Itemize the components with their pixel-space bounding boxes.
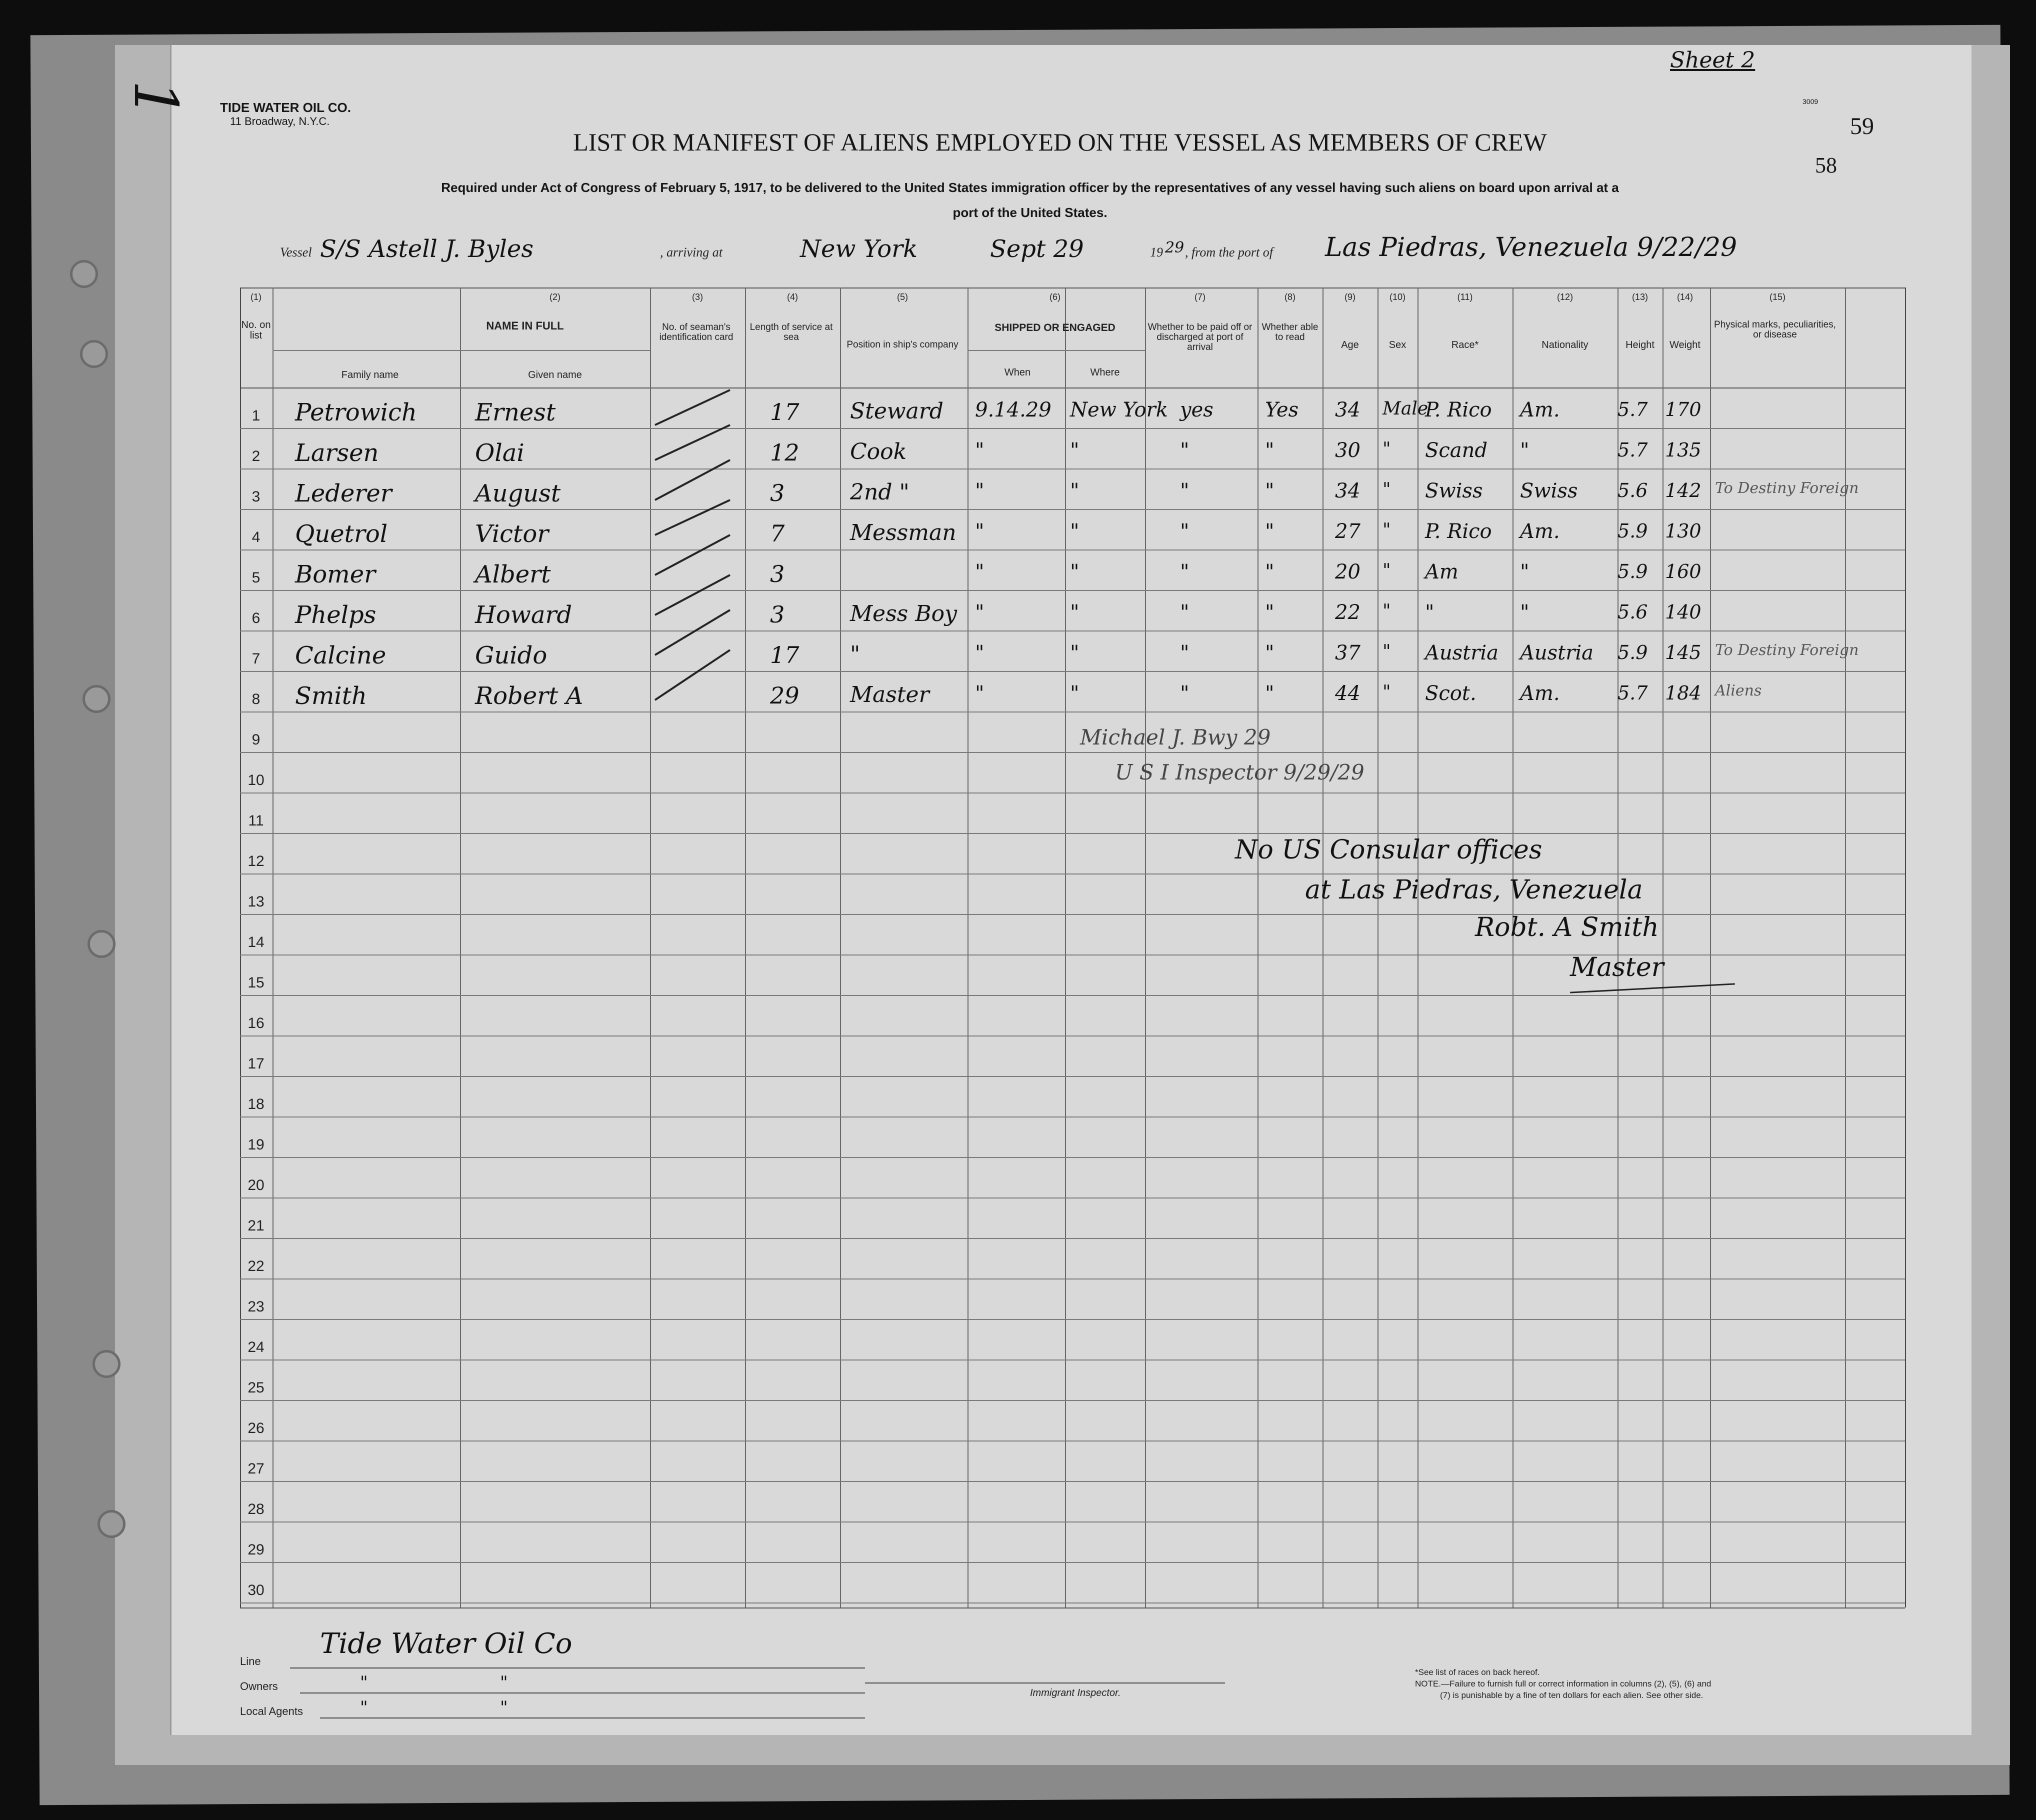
owners-value-2: " (500, 1672, 508, 1692)
column-number: (8) (1284, 292, 1296, 302)
master-signature: Robt. A Smith (1475, 912, 1659, 942)
cell-read: Yes (1265, 398, 1299, 422)
column-line (460, 288, 461, 1608)
cell-weight: 142 (1665, 480, 1702, 502)
line-value: Tide Water Oil Co (320, 1628, 572, 1660)
cell-nationality: " (1520, 560, 1530, 584)
cell-age: 44 (1335, 682, 1360, 705)
binder-hole (80, 340, 108, 368)
idcard-strokes (645, 385, 745, 715)
cell-where: " (1070, 642, 1080, 664)
row-number: 20 (248, 1177, 264, 1194)
footer-note-3: (7) is punishable by a fine of ten dollars for each alien. See other side. (1440, 1690, 1704, 1700)
column-number: (7) (1194, 292, 1206, 302)
cell-service: 3 (770, 601, 785, 628)
row-line (240, 630, 1905, 632)
col-race-header: Race* (1451, 340, 1479, 350)
row-line (240, 468, 1905, 470)
row-number: 8 (252, 691, 260, 708)
cell-family: Phelps (295, 601, 376, 629)
row-line (240, 1562, 1905, 1563)
cell-position: Mess Boy (850, 601, 957, 626)
row-number: 17 (248, 1056, 264, 1072)
row-line (240, 1440, 1905, 1442)
row-number: 27 (248, 1460, 264, 1477)
cell-height: 5.6 (1618, 601, 1648, 623)
cell-where: " (1070, 520, 1080, 543)
row-number: 12 (248, 853, 264, 870)
cell-when: " (975, 520, 984, 543)
inspector-title: U S I Inspector 9/29/29 (1115, 760, 1364, 784)
col-sex-header: Sex (1388, 340, 1406, 350)
agents-value: " (360, 1698, 368, 1718)
cell-read: " (1265, 480, 1274, 502)
column-number: (1) (250, 292, 262, 302)
cell-paid: " (1180, 439, 1190, 462)
cell-family: Lederer (295, 480, 392, 508)
row-line (240, 1157, 1905, 1158)
col-weight-header: Weight (1670, 340, 1700, 350)
cell-paid: " (1180, 682, 1190, 705)
cell-given: Victor (475, 520, 549, 548)
cell-given: August (475, 480, 561, 508)
binder-hole (70, 260, 98, 288)
cell-race: P. Rico (1425, 398, 1492, 422)
row-line (240, 1238, 1905, 1239)
cell-when: " (975, 560, 984, 584)
row-number: 7 (252, 650, 260, 667)
row-number: 2 (252, 448, 260, 464)
row-line (240, 671, 1905, 672)
cell-height: 5.7 (1618, 682, 1648, 704)
row-number: 4 (252, 529, 260, 546)
subtitle-line1: Required under Act of Congress of February 5, 1917, to be delivered to the United States immigration officer by the representatives of any vessel having such aliens on board upon arrival at a (441, 180, 1619, 195)
cell-given: Guido (475, 642, 548, 670)
cell-family: Calcine (295, 642, 386, 670)
subheader-line (968, 350, 1145, 351)
row-line (240, 509, 1905, 510)
column-number: (14) (1676, 292, 1693, 302)
row-line (240, 1076, 1905, 1077)
cell-position: " (850, 642, 860, 667)
row-number: 14 (248, 934, 264, 950)
cell-age: 34 (1335, 398, 1360, 422)
cell-age: 30 (1335, 439, 1360, 462)
page-title: LIST OR MANIFEST OF ALIENS EMPLOYED ON THE VESSEL AS MEMBERS OF CREW (573, 128, 1547, 156)
column-line (745, 288, 746, 1608)
row-line (240, 833, 1905, 834)
column-line (1065, 288, 1066, 1608)
row-line (240, 1278, 1905, 1280)
col-when-header: When (1004, 367, 1031, 378)
cell-when: 9.14.29 (975, 398, 1052, 422)
row-line (240, 590, 1905, 591)
cell-height: 5.6 (1618, 480, 1648, 502)
cell-sex: " (1382, 520, 1391, 540)
cell-where: " (1070, 560, 1080, 584)
cell-race: " (1425, 601, 1434, 624)
col-name-header: NAME IN FULL (486, 320, 564, 332)
consular-note-line1: No US Consular offices (1235, 835, 1542, 865)
arrival-year: 29 (1165, 239, 1184, 256)
col-where-header: Where (1090, 367, 1120, 378)
vessel-name: S/S Astell J. Byles (320, 235, 534, 263)
row-line (240, 995, 1905, 996)
cell-family: Larsen (295, 439, 379, 467)
cell-when: " (975, 480, 984, 502)
cell-race: Swiss (1425, 480, 1483, 502)
column-number: (2) (550, 292, 560, 302)
cell-service: 3 (770, 560, 785, 588)
cell-sex: Male (1382, 398, 1428, 419)
cell-read: " (1265, 642, 1274, 664)
column-line (1322, 288, 1324, 1608)
row-number: 28 (248, 1501, 264, 1518)
row-number: 9 (252, 732, 260, 748)
cell-position: Master (850, 682, 930, 708)
cell-family: Quetrol (295, 520, 388, 548)
cell-sex: " (1382, 642, 1391, 662)
column-line (1905, 288, 1906, 1608)
cell-service: 17 (770, 642, 800, 668)
row-line (240, 752, 1905, 753)
cell-service: 17 (770, 398, 800, 426)
cell-given: Olai (475, 439, 524, 467)
cell-read: " (1265, 601, 1274, 624)
cell-sex: " (1382, 439, 1391, 460)
agents-label: Local Agents (240, 1705, 303, 1718)
column-line (1662, 288, 1664, 1608)
cell-service: 7 (770, 520, 785, 547)
col-shipped-header: SHIPPED OR ENGAGED (994, 322, 1116, 334)
cell-age: 34 (1335, 480, 1360, 502)
cell-race: Scand (1425, 439, 1488, 462)
cell-nationality: " (1520, 439, 1530, 462)
cell-weight: 145 (1665, 642, 1702, 664)
cell-marks: To Destiny Foreign (1715, 642, 1859, 659)
col-given-header: Given name (528, 370, 582, 380)
cell-service: 12 (770, 439, 800, 466)
col-age-header: Age (1341, 340, 1359, 350)
arriving-port: New York (800, 235, 918, 263)
cell-sex: " (1382, 560, 1391, 581)
cell-race: P. Rico (1425, 520, 1492, 543)
from-label: , from the port of (1185, 245, 1273, 260)
row-line (240, 1602, 1905, 1604)
cell-read: " (1265, 439, 1274, 462)
cell-age: 22 (1335, 601, 1360, 624)
cell-service: 29 (770, 682, 800, 709)
row-number: 23 (248, 1298, 264, 1315)
cell-where: " (1070, 480, 1080, 502)
row-number: 15 (248, 974, 264, 991)
arrival-date: Sept 29 (990, 235, 1084, 263)
binder-hole (88, 930, 116, 958)
cell-family: Petrowich (295, 398, 417, 426)
col-nationality-header: Nationality (1542, 340, 1588, 350)
line-label: Line (240, 1655, 261, 1668)
cell-paid: " (1180, 480, 1190, 502)
company-name: TIDE WATER OIL CO. (220, 100, 351, 115)
row-number: 29 (248, 1542, 264, 1558)
col-family-header: Family name (341, 370, 399, 380)
cell-weight: 140 (1665, 601, 1702, 623)
inspector-label: Immigrant Inspector. (1030, 1688, 1121, 1698)
column-number: (3) (692, 292, 703, 302)
row-number: 24 (248, 1339, 264, 1356)
page-number-small: 3009 (1802, 98, 1818, 106)
column-number: (11) (1457, 292, 1473, 302)
cell-paid: " (1180, 520, 1190, 543)
name-subheader-line (272, 350, 650, 351)
cell-race: Austria (1425, 642, 1499, 664)
cell-when: " (975, 642, 984, 664)
page-number-bottom: 58 (1815, 153, 1837, 178)
departure-port: Las Piedras, Venezuela 9/22/29 (1325, 232, 1738, 262)
row-number: 6 (252, 610, 260, 626)
cell-height: 5.9 (1618, 520, 1648, 542)
col-marks-header: Physical marks, peculiarities, or disease (1714, 320, 1836, 340)
row-number: 21 (248, 1218, 264, 1234)
row-number: 5 (252, 570, 260, 586)
col-no-header: No. on list (241, 320, 271, 341)
row-line (240, 1319, 1905, 1320)
column-number: (10) (1389, 292, 1406, 302)
cell-sex: " (1382, 480, 1391, 500)
cell-position: Steward (850, 398, 944, 424)
row-number: 13 (248, 894, 264, 910)
column-line (1710, 288, 1711, 1608)
inspector-underline (865, 1682, 1225, 1684)
binder-hole (82, 685, 110, 713)
year-prefix: 19 (1150, 245, 1163, 260)
cell-nationality: Swiss (1520, 480, 1578, 502)
row-line (240, 1116, 1905, 1118)
column-number: (12) (1556, 292, 1573, 302)
cell-height: 5.9 (1618, 642, 1648, 664)
cell-paid: yes (1180, 398, 1214, 422)
page-number-top: 59 (1850, 113, 1874, 140)
col-height-header: Height (1626, 340, 1654, 350)
cell-where: New York (1070, 398, 1168, 422)
cell-read: " (1265, 682, 1274, 705)
column-number: (13) (1632, 292, 1648, 302)
cell-weight: 130 (1665, 520, 1702, 542)
col-idcard-header: No. of seaman's identification card (659, 322, 734, 342)
cell-paid: " (1180, 560, 1190, 584)
cell-weight: 160 (1665, 560, 1702, 582)
column-number: (4) (787, 292, 798, 302)
cell-service: 3 (770, 480, 785, 506)
cell-given: Albert (475, 560, 551, 588)
row-number: 16 (248, 1015, 264, 1032)
cell-when: " (975, 682, 984, 705)
cell-race: Am (1425, 560, 1458, 584)
row-number: 3 (252, 488, 260, 505)
cell-where: " (1070, 439, 1080, 462)
row-line (240, 792, 1905, 794)
cell-position: Messman (850, 520, 956, 546)
cell-weight: 170 (1665, 398, 1702, 420)
cell-given: Robert A (475, 682, 584, 710)
master-title: Master (1570, 952, 1664, 982)
column-line (1145, 288, 1146, 1608)
owners-label: Owners (240, 1680, 278, 1692)
row-number: 30 (248, 1582, 264, 1598)
cell-nationality: " (1520, 601, 1530, 624)
cell-nationality: Am. (1520, 682, 1560, 705)
cell-age: 20 (1335, 560, 1360, 584)
column-line (272, 288, 274, 1608)
column-number: (9) (1344, 292, 1356, 302)
col-read-header: Whether able to read (1262, 322, 1318, 342)
cell-family: Bomer (295, 560, 376, 588)
cell-paid: " (1180, 642, 1190, 664)
row-number: 11 (248, 812, 264, 829)
cell-sex: " (1382, 682, 1391, 702)
cell-nationality: Am. (1520, 398, 1560, 422)
cell-weight: 184 (1665, 682, 1702, 704)
row-number: 10 (248, 772, 264, 788)
cell-marks: Aliens (1715, 682, 1762, 700)
cell-paid: " (1180, 601, 1190, 624)
cell-given: Howard (475, 601, 572, 629)
cell-marks: To Destiny Foreign (1715, 480, 1859, 497)
col-service-header: Length of service at sea (750, 322, 833, 342)
cell-sex: " (1382, 601, 1391, 622)
company-address: 11 Broadway, N.Y.C. (230, 115, 330, 128)
cell-height: 5.7 (1618, 439, 1648, 461)
arriving-label: , arriving at (660, 245, 722, 260)
cell-age: 37 (1335, 642, 1360, 664)
cell-family: Smith (295, 682, 367, 710)
row-line (240, 1400, 1905, 1401)
vessel-label: Vessel (280, 245, 312, 260)
footer-note-2: NOTE.—Failure to furnish full or correct information in columns (2), (5), (6) and (1415, 1679, 1712, 1688)
column-line (1512, 288, 1514, 1608)
margin-number: 1 (120, 80, 190, 118)
consular-note-line2: at Las Piedras, Venezuela (1305, 875, 1643, 905)
binder-hole (98, 1510, 126, 1538)
cell-nationality: Austria (1520, 642, 1594, 664)
cell-read: " (1265, 560, 1274, 584)
owners-underline (300, 1692, 865, 1694)
subtitle-line2: port of the United States. (952, 205, 1108, 220)
cell-where: " (1070, 601, 1080, 624)
cell-given: Ernest (475, 398, 556, 426)
cell-height: 5.7 (1618, 398, 1648, 420)
footer-note-1: *See list of races on back hereof. (1415, 1668, 1540, 1677)
row-number: 18 (248, 1096, 264, 1112)
row-number: 19 (248, 1136, 264, 1153)
row-line (240, 428, 1905, 429)
binder-hole (92, 1350, 120, 1378)
cell-position: 2nd " (850, 480, 910, 505)
cell-position: Cook (850, 439, 907, 464)
row-number: 1 (252, 408, 260, 424)
owners-value: " (360, 1672, 368, 1692)
sheet-label: Sheet 2 (1670, 48, 1756, 73)
cell-when: " (975, 439, 984, 462)
cell-nationality: Am. (1520, 520, 1560, 543)
column-number: (15) (1769, 292, 1786, 302)
column-line (840, 288, 841, 1608)
row-line (240, 1481, 1905, 1482)
col-position-header: Position in ship's company (846, 340, 958, 350)
cell-age: 27 (1335, 520, 1360, 543)
row-number: 25 (248, 1380, 264, 1396)
column-number: (6) (1050, 292, 1060, 302)
row-number: 22 (248, 1258, 264, 1274)
cell-when: " (975, 601, 984, 624)
cell-read: " (1265, 520, 1274, 543)
cell-weight: 135 (1665, 439, 1702, 461)
cell-race: Scot. (1425, 682, 1476, 705)
row-number: 26 (248, 1420, 264, 1436)
column-number: (5) (897, 292, 908, 302)
cell-where: " (1070, 682, 1080, 705)
inspector-signature: Michael J. Bwy 29 (1080, 725, 1271, 750)
agents-value-2: " (500, 1698, 508, 1718)
col-paid-header: Whether to be paid off or discharged at port of arrival (1148, 322, 1252, 352)
cell-height: 5.9 (1618, 560, 1648, 582)
